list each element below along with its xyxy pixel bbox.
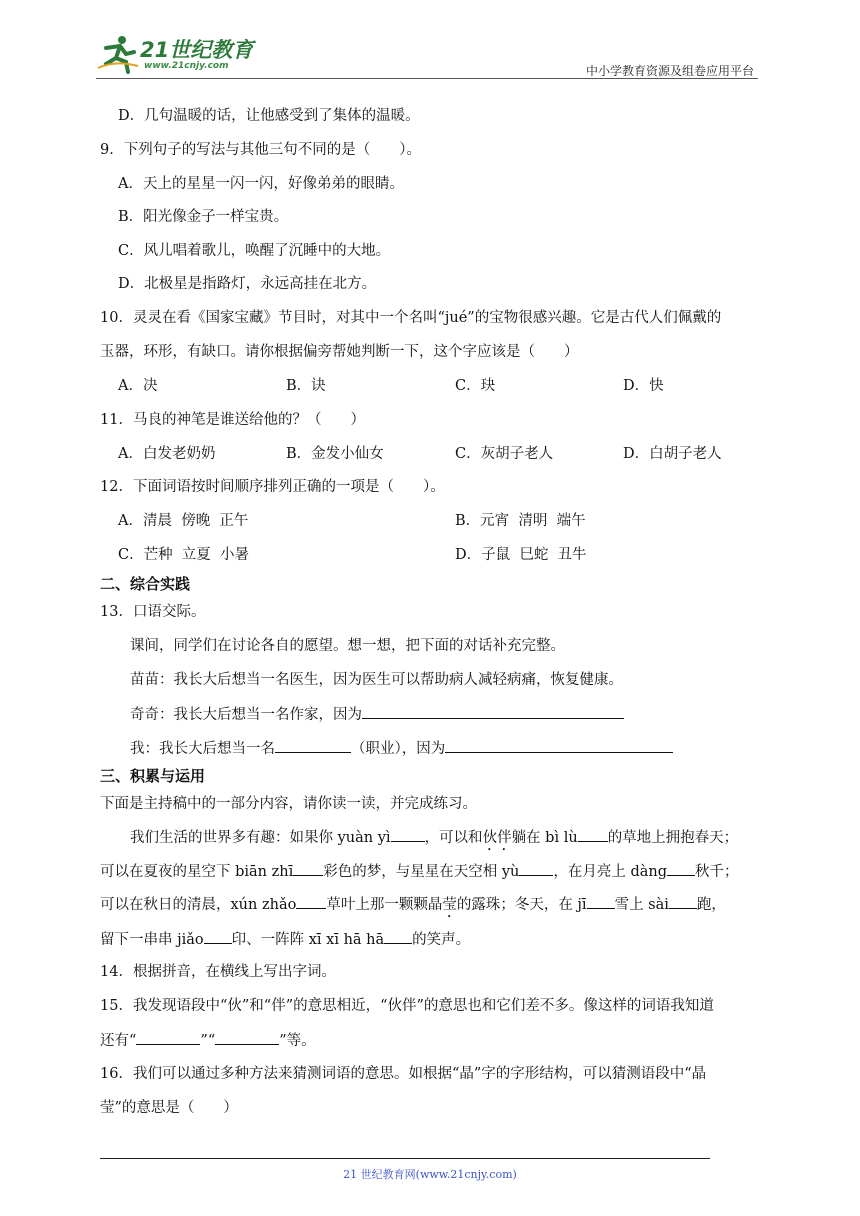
q13-qiqi-text: 奇奇：我长大后想当一名作家，因为 (130, 707, 362, 723)
q15-stem-line1: 15．我发现语段中“伙”和“伴”的意思相近，“伙伴”的意思也和它们差不多。像这样的词语我知道 (100, 998, 714, 1014)
pinyin-blank[interactable] (204, 929, 232, 944)
pinyin-blank[interactable] (296, 894, 326, 909)
pinyin-blank[interactable] (578, 827, 608, 842)
q13-reason-blank[interactable] (445, 738, 673, 753)
passage-text: 的露珠；冬天，在 jī (456, 897, 587, 913)
q13-me (130, 738, 673, 759)
logo-url: www.21cnjy.com (144, 61, 229, 71)
logo (96, 30, 266, 78)
footer-text: 21 世纪教育网(www.21cnjy.com) (343, 1168, 517, 1181)
pinyin-blank[interactable] (667, 861, 695, 876)
pinyin-blank[interactable] (587, 894, 615, 909)
emphasis-char: 伴 (497, 830, 512, 846)
header-divider (96, 78, 758, 79)
passage-text: ，可以和 (424, 830, 483, 846)
q9-option-d: D．北极星是指路灯，永远高挂在北方。 (118, 276, 377, 292)
q9-option-a: A．天上的星星一闪一闪，好像弟弟的眼睛。 (118, 176, 404, 192)
passage-text: 跑， (696, 897, 726, 913)
q11-option-b: B．金发小仙女 (286, 446, 384, 462)
platform-label: 中小学教育资源及组卷应用平台 (585, 64, 754, 78)
q13-job-blank[interactable] (275, 738, 351, 753)
pinyin-blank[interactable] (384, 929, 412, 944)
q13-miaomiao: 苗苗：我长大后想当一名医生，因为医生可以帮助病人减轻病痛，恢复健康。 (130, 672, 623, 688)
q10-option-b: B．诀 (286, 378, 326, 394)
q10-stem-line2: 玉器，环形，有缺口。请你根据偏旁帮她判断一下，这个字应该是（ ） (100, 344, 579, 360)
q9-stem: 9．下列句子的写法与其他三句不同的是（ ）。 (100, 142, 421, 158)
q12-option-a: A．清晨 傍晚 正午 (118, 513, 249, 529)
page-header (96, 30, 758, 80)
q10-option-d: D．快 (623, 378, 664, 394)
q15-blank-1[interactable] (136, 1030, 200, 1045)
passage-text: 的笑声。 (412, 932, 471, 948)
passage-line-4 (100, 929, 470, 950)
q16-stem-line2: 莹”的意思是（ ） (100, 1100, 238, 1116)
q11-option-d: D．白胡子老人 (623, 446, 722, 462)
q12-option-d: D．子鼠 巳蛇 丑牛 (455, 547, 587, 563)
q12-option-b: B．元宵 清明 端午 (455, 513, 586, 529)
q11-option-c: C．灰胡子老人 (455, 446, 554, 462)
passage-text: 草叶上那一颗颗晶 (326, 897, 443, 913)
passage-text: 可以在秋日的清晨，xún zhǎo (100, 897, 297, 913)
passage-text: 的草地上拥抱春天； (607, 830, 739, 846)
q11-option-a: A．白发老奶奶 (118, 446, 216, 462)
runner-logo-icon (96, 34, 140, 74)
passage-line-3 (100, 894, 726, 921)
q13-qiqi (130, 704, 624, 725)
passage-text: 我们生活的世界多有趣：如果你 yuàn yì (130, 830, 391, 846)
q12-option-c: C．芒种 立夏 小暑 (118, 547, 250, 563)
q9-option-b: B．阳光像金子一样宝贵。 (118, 209, 289, 225)
q13-me-text-2: （职业），因为 (351, 741, 446, 757)
footer-divider (100, 1158, 710, 1159)
passage-text: 雪上 sài (614, 897, 669, 913)
pinyin-blank[interactable] (391, 827, 425, 842)
passage-text: 躺在 bì lù (511, 830, 578, 846)
q14-stem: 14．根据拼音，在横线上写出字词。 (100, 964, 336, 980)
passage-text: ，在月亮上 dàng (553, 864, 668, 880)
q15-text: ”等。 (279, 1033, 316, 1049)
q15-stem-line2 (100, 1030, 316, 1051)
q10-option-a: A．决 (118, 378, 158, 394)
q10-stem-line1: 10．灵灵在看《国家宝藏》节目时，对其中一个名叫“jué”的宝物很感兴趣。它是古代人们佩戴的 (100, 310, 722, 326)
logo-text: 21世纪教育 (140, 38, 254, 62)
q10-option-c: C．玦 (455, 378, 496, 394)
q13-me-text-1: 我：我长大后想当一名 (130, 741, 275, 757)
q11-stem: 11．马良的神笔是谁送给他的？（ ） (100, 412, 365, 428)
pinyin-blank[interactable] (519, 861, 553, 876)
passage-text: 彩色的梦，与星星在天空相 yù (323, 864, 520, 880)
passage-intro: 下面是主持稿中的一部分内容，请你读一读，并完成练习。 (100, 796, 477, 812)
passage-line-1 (130, 827, 738, 854)
emphasis-char: 莹 (442, 897, 457, 913)
q13-intro: 课间，同学们在讨论各自的愿望。想一想，把下面的对话补充完整。 (130, 638, 565, 654)
emphasis-char: 伙 (482, 830, 498, 846)
q13-stem: 13．口语交际。 (100, 604, 206, 620)
passage-text: 可以在夏夜的星空下 biān zhī (100, 864, 294, 880)
passage-text: 留下一串串 jiǎo (100, 932, 204, 948)
q15-text: 还有“ (100, 1033, 137, 1049)
pinyin-blank[interactable] (293, 861, 323, 876)
q16-stem-line1: 16．我们可以通过多种方法来猜测词语的意思。如根据“晶”字的字形结构，可以猜测语段中“晶 (100, 1066, 707, 1082)
passage-line-2 (100, 861, 739, 882)
passage-text: 秋千； (695, 864, 739, 880)
passage-text: 印、一阵阵 xī xī hā hā (231, 932, 385, 948)
pinyin-blank[interactable] (669, 894, 697, 909)
q12-stem: 12．下面词语按时间顺序排列正确的一项是（ ）。 (100, 479, 445, 495)
q13-qiqi-blank[interactable] (362, 704, 624, 719)
section-heading-2: 二、综合实践 (100, 575, 191, 593)
section-heading-3: 三、积累与运用 (100, 767, 206, 785)
q9-option-c: C．风儿唱着歌儿，唤醒了沉睡中的大地。 (118, 243, 391, 259)
q15-text: ”“ (200, 1033, 216, 1049)
q15-blank-2[interactable] (215, 1030, 279, 1045)
q8-option-d: D．几句温暖的话，让他感受到了集体的温暖。 (118, 108, 420, 124)
